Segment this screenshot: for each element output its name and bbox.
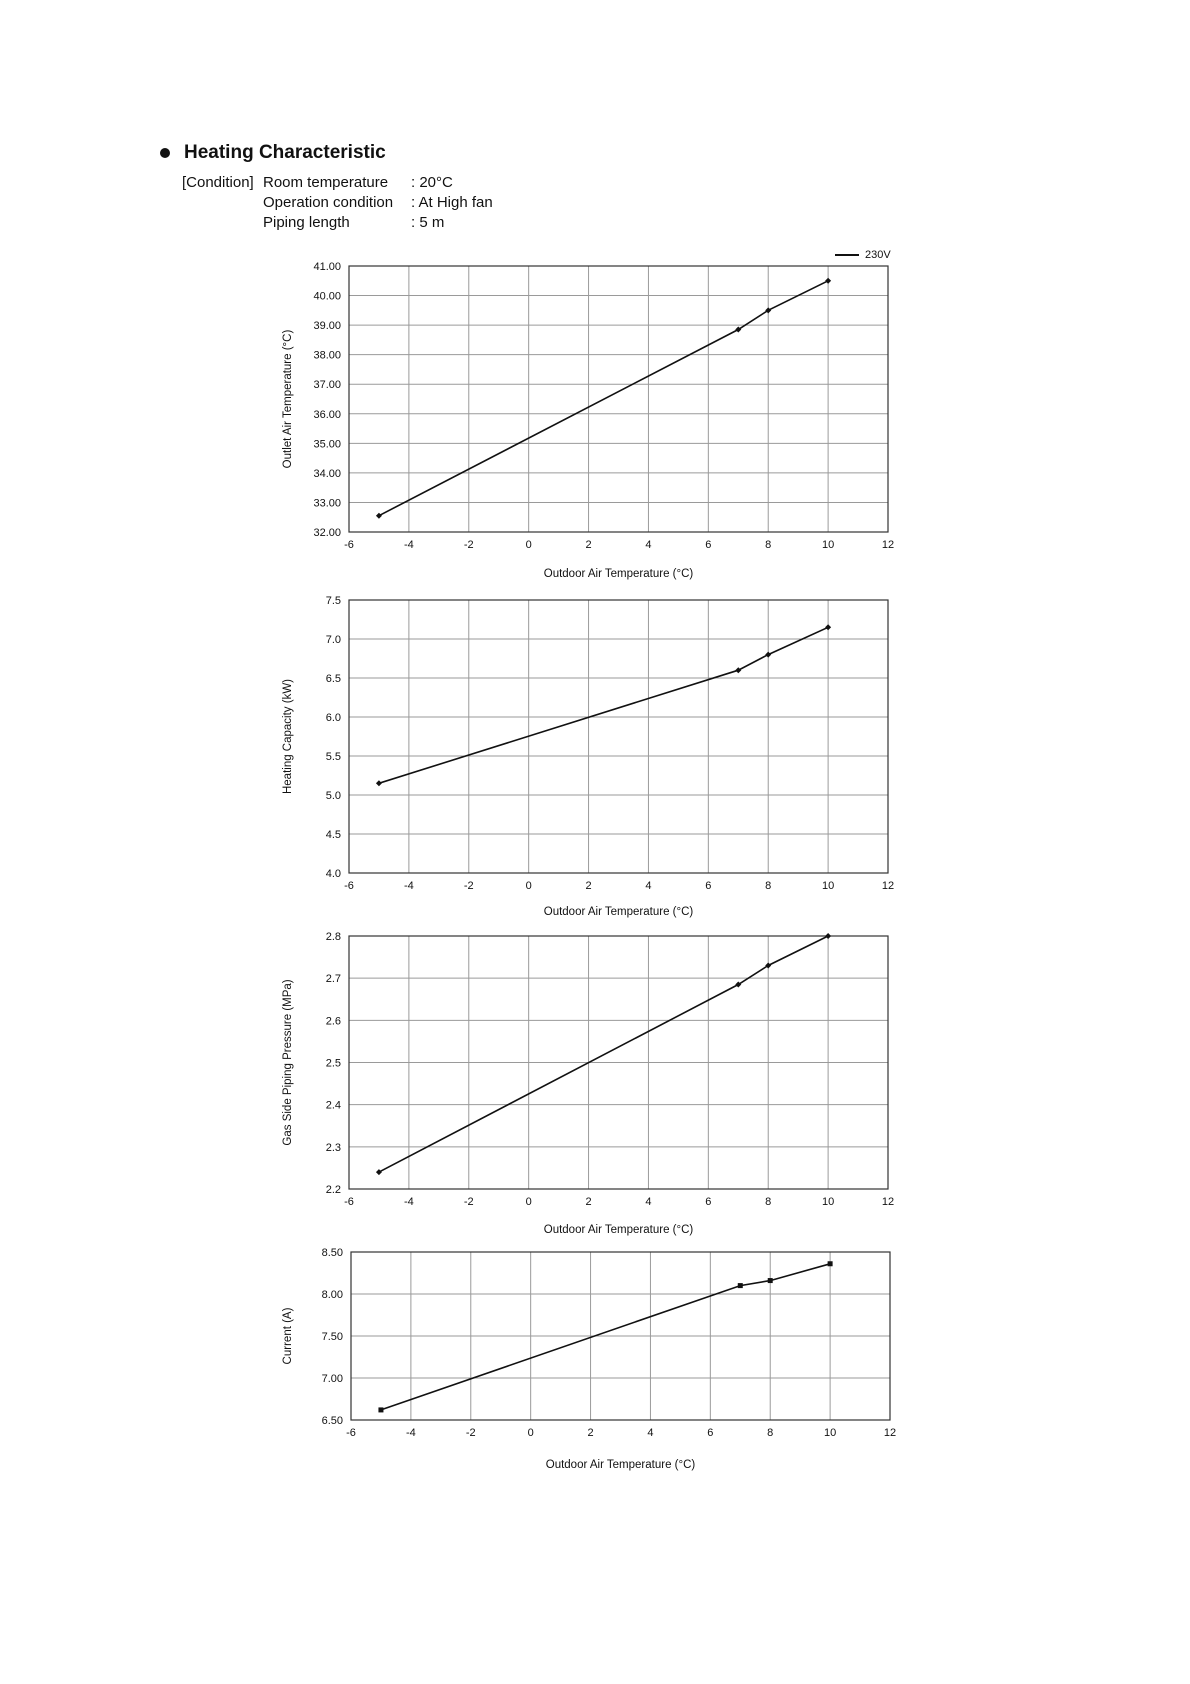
chart2-x-tick-label: -2 xyxy=(463,880,474,892)
chart3-y-tick-label: 2.6 xyxy=(325,1015,341,1028)
chart4-y-tick-label: 6.50 xyxy=(321,1415,343,1427)
chart1-x-tick-label: 10 xyxy=(821,539,835,551)
chart3-x-axis-label: Outdoor Air Temperature (°C) xyxy=(543,1224,694,1236)
chart2-y-tick-label: 6.5 xyxy=(325,673,341,685)
chart4-data-point xyxy=(378,1407,383,1412)
chart1-x-tick-label: 6 xyxy=(705,539,712,551)
chart1-y-axis-label: Outlet Air Temperature (°C) xyxy=(282,329,294,469)
chart4-x-tick-label: -2 xyxy=(465,1427,476,1439)
chart3-x-tick-label: 10 xyxy=(821,1196,835,1208)
chart3-x-tick-label: -6 xyxy=(344,1196,354,1208)
chart4-x-tick-label: 2 xyxy=(587,1427,594,1439)
chart1-y-tick-label: 39.00 xyxy=(313,320,341,333)
chart1-data-point xyxy=(376,513,382,519)
chart1-x-tick-label: 8 xyxy=(765,539,772,551)
chart3-series-line xyxy=(379,936,828,1172)
chart3-x-tick-label: -4 xyxy=(403,1196,414,1208)
chart2-x-tick-label: 0 xyxy=(525,880,532,892)
chart1-data-point xyxy=(825,278,831,284)
chart3-y-tick-label: 2.8 xyxy=(325,931,341,943)
chart2-y-tick-label: 4.5 xyxy=(325,829,341,841)
chart2-y-tick-label: 7.0 xyxy=(325,634,341,646)
chart2-data-point xyxy=(825,624,831,630)
chart2-y-tick-label: 5.5 xyxy=(325,751,341,763)
chart1-x-tick-label: -6 xyxy=(344,539,354,551)
chart1-x-tick-label: 2 xyxy=(585,539,592,551)
chart3-x-tick-label: 2 xyxy=(585,1196,592,1208)
chart3-data-point xyxy=(825,933,831,939)
chart3-y-tick-label: 2.3 xyxy=(325,1141,341,1154)
chart3-x-tick-label: 6 xyxy=(705,1196,712,1208)
chart3-y-tick-label: 2.2 xyxy=(325,1184,341,1196)
chart1-y-tick-label: 35.00 xyxy=(313,438,341,451)
chart2-y-tick-label: 6.0 xyxy=(325,712,341,724)
chart1-x-tick-label: -2 xyxy=(463,539,474,551)
chart1-plot-frame xyxy=(349,266,888,532)
condition-label-operation: Operation condition xyxy=(263,194,394,211)
chart1-y-tick-label: 41.00 xyxy=(313,261,341,273)
chart2-x-tick-label: -6 xyxy=(344,880,354,892)
chart4-x-tick-label: -6 xyxy=(346,1427,356,1439)
chart2-data-point xyxy=(765,652,771,658)
chart4-data-point xyxy=(738,1283,743,1288)
chart2-x-tick-label: 10 xyxy=(821,880,835,892)
chart2-x-axis-label: Outdoor Air Temperature (°C) xyxy=(543,906,694,918)
chart4-x-tick-label: 8 xyxy=(767,1427,774,1439)
chart2-x-tick-label: 4 xyxy=(645,880,652,892)
condition-value-piping-length: : 5 m xyxy=(411,214,445,231)
chart3-x-tick-label: 12 xyxy=(881,1196,895,1208)
chart4-x-tick-label: 0 xyxy=(527,1427,534,1439)
chart4-x-tick-label: 4 xyxy=(647,1427,654,1439)
chart2-data-point xyxy=(376,780,382,786)
condition-value-operation: : At High fan xyxy=(411,194,493,211)
chart1-y-tick-label: 32.00 xyxy=(313,527,341,539)
chart4-y-tick-label: 8.50 xyxy=(321,1247,343,1259)
chart1-y-tick-label: 38.00 xyxy=(313,349,341,362)
chart4-x-tick-label: -4 xyxy=(405,1427,416,1439)
chart4-y-tick-label: 7.00 xyxy=(321,1373,343,1385)
chart3-x-tick-label: 8 xyxy=(765,1196,772,1208)
chart1-x-tick-label: 12 xyxy=(881,539,895,551)
chart2-x-tick-label: 2 xyxy=(585,880,592,892)
chart1-x-tick-label: 0 xyxy=(525,539,532,551)
chart2-plot-frame xyxy=(349,600,888,873)
chart3-x-tick-label: -2 xyxy=(463,1196,474,1208)
chart2-x-tick-label: -4 xyxy=(403,880,414,892)
condition-label-piping-length: Piping length xyxy=(263,214,350,231)
chart1-y-tick-label: 40.00 xyxy=(313,290,341,303)
chart4-series-line xyxy=(381,1264,830,1410)
chart2-y-tick-label: 7.5 xyxy=(325,595,341,607)
chart4-y-tick-label: 7.50 xyxy=(321,1331,343,1343)
chart3-x-tick-label: 4 xyxy=(645,1196,652,1208)
condition-label-room-temperature: Room temperature xyxy=(263,174,389,191)
chart1-y-tick-label: 36.00 xyxy=(313,408,341,421)
chart1-x-tick-label: -4 xyxy=(403,539,414,551)
chart3-y-tick-label: 2.4 xyxy=(325,1099,341,1112)
chart4-data-point xyxy=(828,1261,833,1266)
chart2-x-tick-label: 12 xyxy=(881,880,895,892)
chart1-x-tick-label: 4 xyxy=(645,539,652,551)
chart2-x-tick-label: 6 xyxy=(705,880,712,892)
chart2-y-tick-label: 5.0 xyxy=(325,790,341,802)
condition-prefix: [Condition] xyxy=(182,174,254,191)
chart4-y-tick-label: 8.00 xyxy=(321,1289,343,1301)
legend-label: 230V xyxy=(865,249,891,261)
chart4-x-tick-label: 6 xyxy=(707,1427,714,1439)
chart4-x-axis-label: Outdoor Air Temperature (°C) xyxy=(545,1459,696,1471)
chart3-y-tick-label: 2.5 xyxy=(325,1057,341,1070)
chart1-y-tick-label: 34.00 xyxy=(313,467,341,480)
chart2-y-tick-label: 4.0 xyxy=(325,868,341,880)
chart1-y-tick-label: 37.00 xyxy=(313,379,341,392)
chart2-y-axis-label: Heating Capacity (kW) xyxy=(282,678,294,795)
chart4-x-tick-label: 12 xyxy=(883,1427,897,1439)
chart2-data-point xyxy=(735,667,741,673)
chart3-y-axis-label: Gas Side Piping Pressure (MPa) xyxy=(282,979,294,1146)
chart3-x-tick-label: 0 xyxy=(525,1196,532,1208)
chart1-x-axis-label: Outdoor Air Temperature (°C) xyxy=(543,568,694,580)
chart1-y-tick-label: 33.00 xyxy=(313,497,341,510)
condition-value-room-temperature: : 20°C xyxy=(411,174,453,191)
chart1-series-line xyxy=(379,281,828,516)
chart4-data-point xyxy=(768,1278,773,1283)
page-title: Heating Characteristic xyxy=(184,142,386,163)
chart2-x-tick-label: 8 xyxy=(765,880,772,892)
chart3-data-point xyxy=(376,1169,382,1175)
chart3-y-tick-label: 2.7 xyxy=(325,973,341,986)
chart4-y-axis-label: Current (A) xyxy=(282,1307,294,1365)
chart2-series-line xyxy=(379,627,828,783)
chart4-x-tick-label: 10 xyxy=(823,1427,837,1439)
